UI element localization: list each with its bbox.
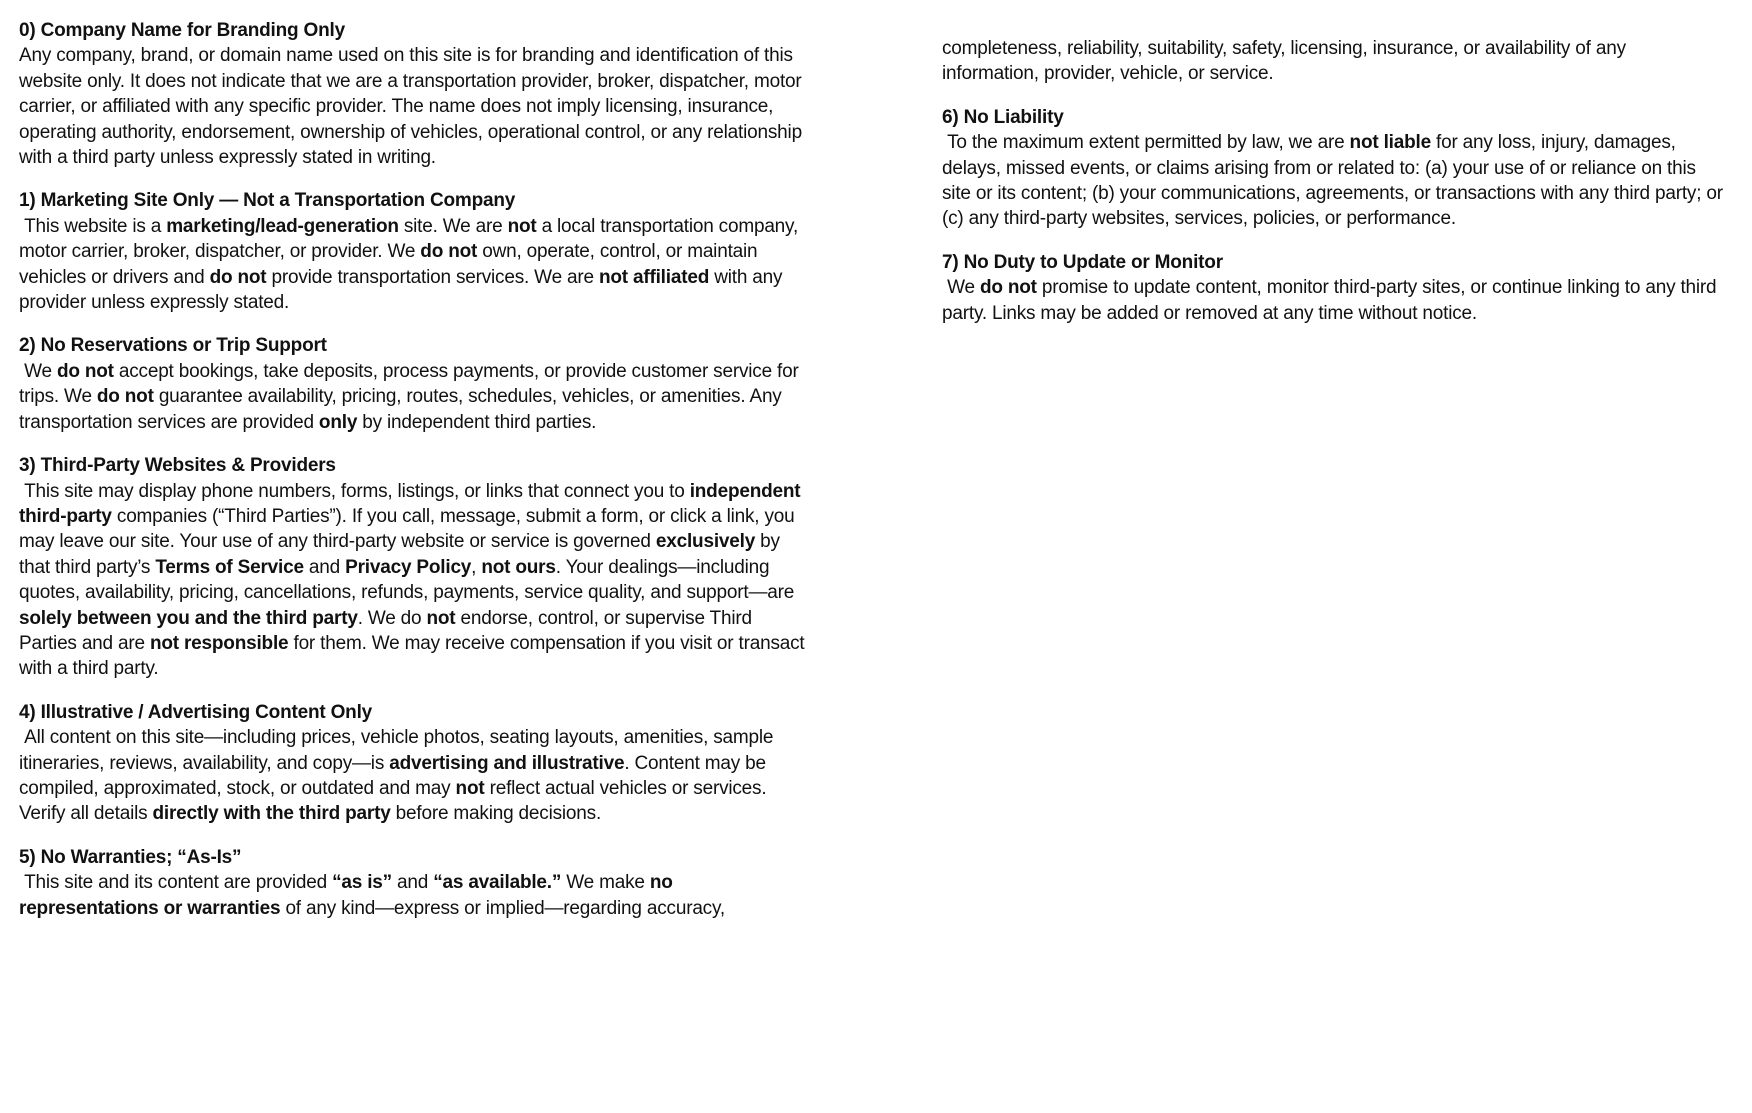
body-bold-text: “as is” [332, 872, 392, 894]
section-body [942, 36, 1725, 87]
body-text: This site and its content are provided [19, 872, 333, 894]
body-bold-text: solely between you and the third party [19, 607, 358, 629]
body-bold-text: “as available.” [433, 872, 562, 894]
body-text: reflect actual vehicles or services. Verify all details [19, 777, 772, 825]
body-bold-text: advertising and illustrative [389, 752, 625, 774]
body-text: for them. We may receive compensation if you visit or transact with a third party. [19, 632, 810, 680]
section-heading: 6) No Liability [942, 106, 1064, 128]
section-body [942, 130, 1728, 232]
body-text: own, operate, control, or maintain vehicles or drivers and [19, 241, 763, 288]
body-text: We make [561, 872, 650, 894]
body-text: guarantee availability, pricing, routes, schedules, vehicles, or amenities. Any transportation services are provided [19, 386, 787, 433]
body-text: by that third party’s [19, 531, 785, 578]
body-text: , [471, 556, 482, 578]
section-body [19, 725, 812, 827]
section-5-no-warranties-continued [942, 36, 1725, 87]
section-4-illustrative-content [19, 700, 812, 827]
section-heading: 7) No Duty to Update or Monitor [942, 251, 1223, 273]
section-heading: 1) Marketing Site Only — Not a Transportation Company [19, 190, 516, 212]
body-bold-text: Terms of Service [155, 556, 304, 578]
body-bold-text: only [318, 411, 358, 433]
section-body [19, 43, 812, 170]
section-7-no-duty-to-update [942, 250, 1725, 326]
body-bold-text: directly with the third party [152, 803, 391, 825]
body-text: provide transportation services. We are [266, 266, 599, 288]
section-body [19, 870, 812, 921]
section-heading: 4) Illustrative / Advertising Content Only [19, 701, 373, 723]
body-bold-text: not liable [1349, 132, 1431, 154]
body-text: . Content may be compiled, approximated, stock, or outdated and may [19, 752, 771, 799]
body-text: . We do [357, 607, 427, 629]
body-text: site. We are [398, 215, 508, 237]
body-bold-text: not [507, 215, 537, 237]
body-text: before making decisions. [390, 803, 602, 825]
body-text: . Your dealings—including quotes, availability, pricing, cancellations, refunds, payments, service quality, and support—are [19, 556, 800, 604]
body-text: We [19, 360, 57, 382]
section-heading: 0) Company Name for Branding Only [19, 20, 345, 41]
body-text: All content on this site—including prices, vehicle photos, seating layouts, amenities, sample itineraries, reviews, availability, and copy—is [19, 727, 779, 774]
section-1-marketing-site-only [19, 188, 812, 315]
body-text: companies (“Third Parties”). If you call, message, submit a form, or click a link, you may leave our site. Your use of any third-party website or service is governed [19, 505, 800, 553]
body-bold-text: Privacy Policy [345, 556, 472, 578]
body-text: This website is a [19, 215, 167, 237]
section-heading: 2) No Reservations or Trip Support [19, 335, 327, 357]
body-bold-text: not responsible [149, 632, 289, 654]
right-column [942, 36, 1728, 326]
body-text: and [303, 556, 346, 578]
section-heading: 3) Third-Party Websites & Providers [19, 455, 336, 477]
body-text: a local transportation company, motor carrier, broker, dispatcher, or provider. We [19, 215, 804, 263]
body-text: Any company, brand, or domain name used on this site is for branding and identification of this website only. It does not indicate that we are a transportation provider, broker, dispatcher, motor carrier, or affiliated with any specific provider. The name does not imply licensing, insurance, operating authority, endorsement, ownership of vehicles, operational control, or any relationship with a third party unless expressly stated in writing. [19, 45, 808, 169]
body-bold-text: no representations or warranties [19, 872, 678, 919]
body-bold-text: not ours [481, 556, 556, 578]
body-text: with any provider unless expressly stated. [19, 266, 788, 314]
section-6-no-liability [942, 105, 1728, 232]
body-text: for any loss, injury, damages, delays, missed events, or claims arising from or related to: (a) your use of or reliance on this site or its content; (b) your communications, agreements, or transactions with any third party; or (c) any third-party websites, services, policies, or performance. [942, 132, 1728, 230]
body-text: and [391, 872, 434, 894]
body-bold-text: not [455, 777, 485, 799]
body-bold-text: not [426, 607, 456, 629]
body-bold-text: do not [979, 277, 1037, 299]
body-bold-text: exclusively [655, 531, 756, 553]
body-text: by independent third parties. [357, 411, 597, 433]
section-3-third-party-websites [19, 453, 812, 682]
body-bold-text: do not [56, 360, 114, 382]
body-text: This site may display phone numbers, forms, listings, or links that connect you to [19, 480, 690, 502]
body-text: We [942, 277, 980, 299]
body-text: To the maximum extent permitted by law, we are [942, 132, 1350, 154]
body-bold-text: not affiliated [598, 266, 710, 288]
body-text: accept bookings, take deposits, process payments, or provide customer service for trips. We [19, 360, 804, 408]
section-5-no-warranties [19, 845, 812, 921]
body-bold-text: do not [420, 241, 478, 263]
section-heading: 5) No Warranties; “As-Is” [19, 846, 242, 868]
section-2-no-reservations [19, 333, 812, 435]
left-column [19, 18, 812, 921]
body-bold-text: independent third-party [19, 480, 806, 527]
body-bold-text: do not [96, 386, 154, 408]
section-body [942, 275, 1725, 326]
body-text: completeness, reliability, suitability, safety, licensing, insurance, or availability of any information, provider, vehicle, or service. [942, 38, 1631, 85]
section-body [19, 214, 812, 316]
body-text: promise to update content, monitor third-party sites, or continue linking to any third party. Links may be added or removed at any time without notice. [942, 277, 1722, 324]
body-text: of any kind—express or implied—regarding accuracy, [280, 897, 725, 919]
body-bold-text: do not [209, 266, 267, 288]
section-body [19, 359, 812, 435]
body-text: endorse, control, or supervise Third Parties and are [19, 607, 757, 654]
body-bold-text: marketing/lead-generation [166, 215, 399, 237]
section-0-company-name-branding [19, 18, 812, 170]
section-body [19, 479, 812, 682]
